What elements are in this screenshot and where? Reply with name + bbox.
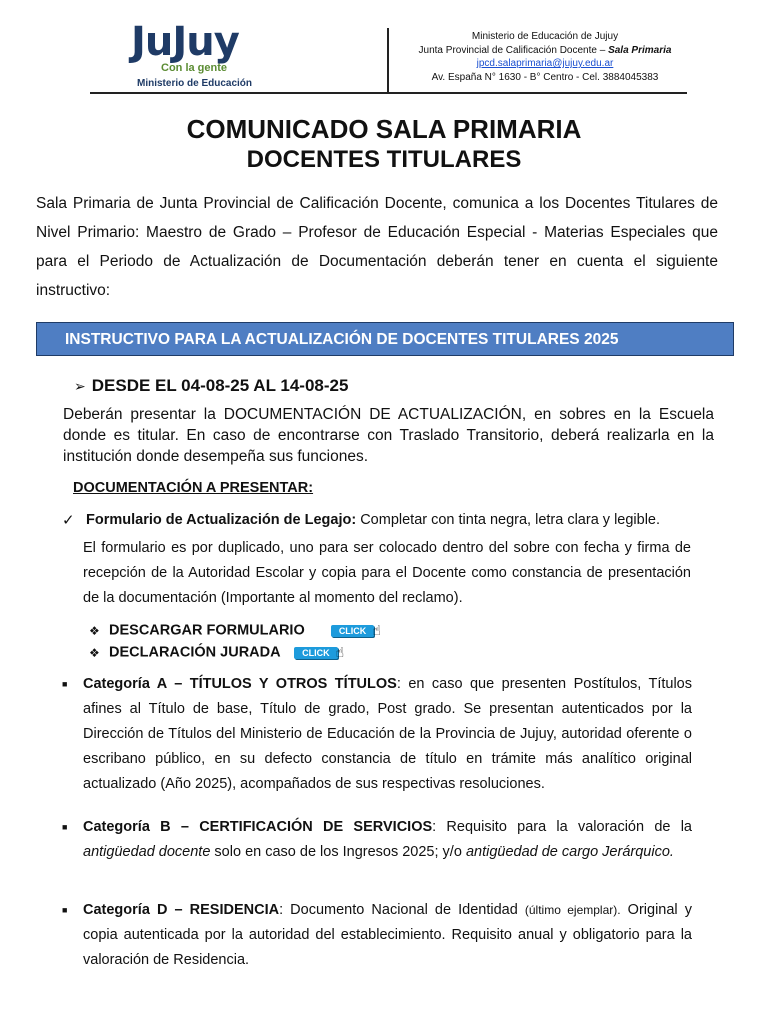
documentation-heading: DOCUMENTACIÓN A PRESENTAR: xyxy=(73,480,314,496)
declaracion-jurada-click-button[interactable]: CLICK xyxy=(294,647,338,659)
logo-ministry: Ministerio de Educación xyxy=(137,78,253,89)
pointer-hand-icon: ☝ xyxy=(335,644,345,660)
dates-heading xyxy=(74,376,348,396)
header-divider xyxy=(90,92,687,94)
form-label: Formulario de Actualización de Legajo: xyxy=(86,512,357,528)
declaracion-jurada-label: DECLARACIÓN JURADA xyxy=(109,644,281,661)
dates-text: DESDE EL 04-08-25 AL 14-08-25 xyxy=(91,376,349,395)
square-bullet-icon: ■ xyxy=(62,822,68,832)
category-b: ■ Categoría B – CERTIFICACIÓN DE SERVICIOS: Requisito para la valoración de la antigüedad docente solo en caso de los Ingresos 2025; y/o antigüedad de cargo Jerárquico. xyxy=(62,815,692,865)
header-info xyxy=(400,30,690,84)
category-b-emph2: antigüedad de cargo Jerárquico. xyxy=(465,844,674,860)
diamond-bullet-icon: ❖ xyxy=(89,623,100,638)
category-d-label: Categoría D – RESIDENCIA xyxy=(83,902,280,918)
category-a xyxy=(62,672,692,797)
category-a-label: Categoría A – TÍTULOS Y OTROS TÍTULOS xyxy=(83,676,397,692)
page-title: COMUNICADO SALA PRIMARIA xyxy=(186,114,582,144)
form-detail: El formulario es por duplicado, uno para ser colocado dentro del sobre con fecha y firma de recepción de la Autoridad Escolar y copia para el Docente como constancia de presentación de la documentación (Importante al momento del reclamo). xyxy=(83,540,691,606)
square-bullet-icon: ■ xyxy=(62,905,68,915)
header-junta: Junta Provincial de Calificación Docente – Sala Primaria xyxy=(418,44,672,56)
download-form-click-button[interactable]: CLICK xyxy=(331,625,375,637)
instructions-paragraph: Deberán presentar la DOCUMENTACIÓN DE ACTUALIZACIÓN, en sobres en la Escuela donde es titular. En caso de encontrarse con Traslado Transitorio, deberá realizarla en la institución donde desempeña sus funciones. xyxy=(63,406,714,465)
jujuy-logo xyxy=(131,19,271,94)
form-line xyxy=(86,512,660,528)
download-form-item xyxy=(89,622,381,639)
logo-tagline: Con la gente xyxy=(161,62,228,74)
form-text: Completar con tinta negra, letra clara y legible. xyxy=(356,512,661,528)
category-a-text: : en caso que presenten Postítulos, Títulos afines al Título de base, Título de grado, Post grado. Se presentan autenticados por la Dirección de Títulos del Ministerio de Educación de la Provincia de Jujuy, autoridad oferente o escribano público, en su defecto constancia de título en trámite más analítico original actualizado (Año 2025), acompañados de sus respectivas resoluciones. xyxy=(83,676,692,792)
page-subtitle: DOCENTES TITULARES xyxy=(246,146,522,173)
download-form-label: DESCARGAR FORMULARIO xyxy=(109,622,305,639)
instructivo-banner: INSTRUCTIVO PARA LA ACTUALIZACIÓN DE DOCENTES TITULARES 2025 xyxy=(36,322,734,356)
header-ministry: Ministerio de Educación de Jujuy xyxy=(471,31,619,42)
header-sala: Sala Primaria xyxy=(608,44,672,56)
intro-paragraph: Sala Primaria de Junta Provincial de Calificación Docente, comunica a los Docentes Titulares de Nivel Primario: Maestro de Grado – Profesor de Educación Especial - Materias Especiales que para el Periodo de Actualización de Documentación deberán tener en cuenta el siguiente instructivo: xyxy=(36,195,718,299)
pointer-hand-icon: ☝ xyxy=(372,622,381,638)
square-bullet-icon: ■ xyxy=(62,679,68,689)
category-b-emph1: antigüedad docente xyxy=(83,844,211,860)
category-b-label: Categoría B – CERTIFICACIÓN DE SERVICIOS xyxy=(83,819,433,835)
header-divider-vertical xyxy=(387,28,389,92)
diamond-bullet-icon: ❖ xyxy=(89,645,100,660)
checkmark-icon: ✓ xyxy=(62,512,75,529)
header-address: Av. España N° 1630 - B° Centro - Cel. 3884045383 xyxy=(431,71,659,83)
header-email-link[interactable]: jpcd.salaprimaria@jujuy.edu.ar xyxy=(476,58,614,69)
category-d: ■ Categoría D – RESIDENCIA: Documento Nacional de Identidad (último ejemplar). Original y copia autenticada por la autoridad del establecimiento. Requisito anual y obligatorio para la valoración de Residencia. xyxy=(62,898,692,973)
declaracion-jurada-item xyxy=(89,644,344,661)
logo-wordmark: JuJuy xyxy=(131,19,239,65)
arrow-bullet-icon: ➢ xyxy=(74,378,86,394)
